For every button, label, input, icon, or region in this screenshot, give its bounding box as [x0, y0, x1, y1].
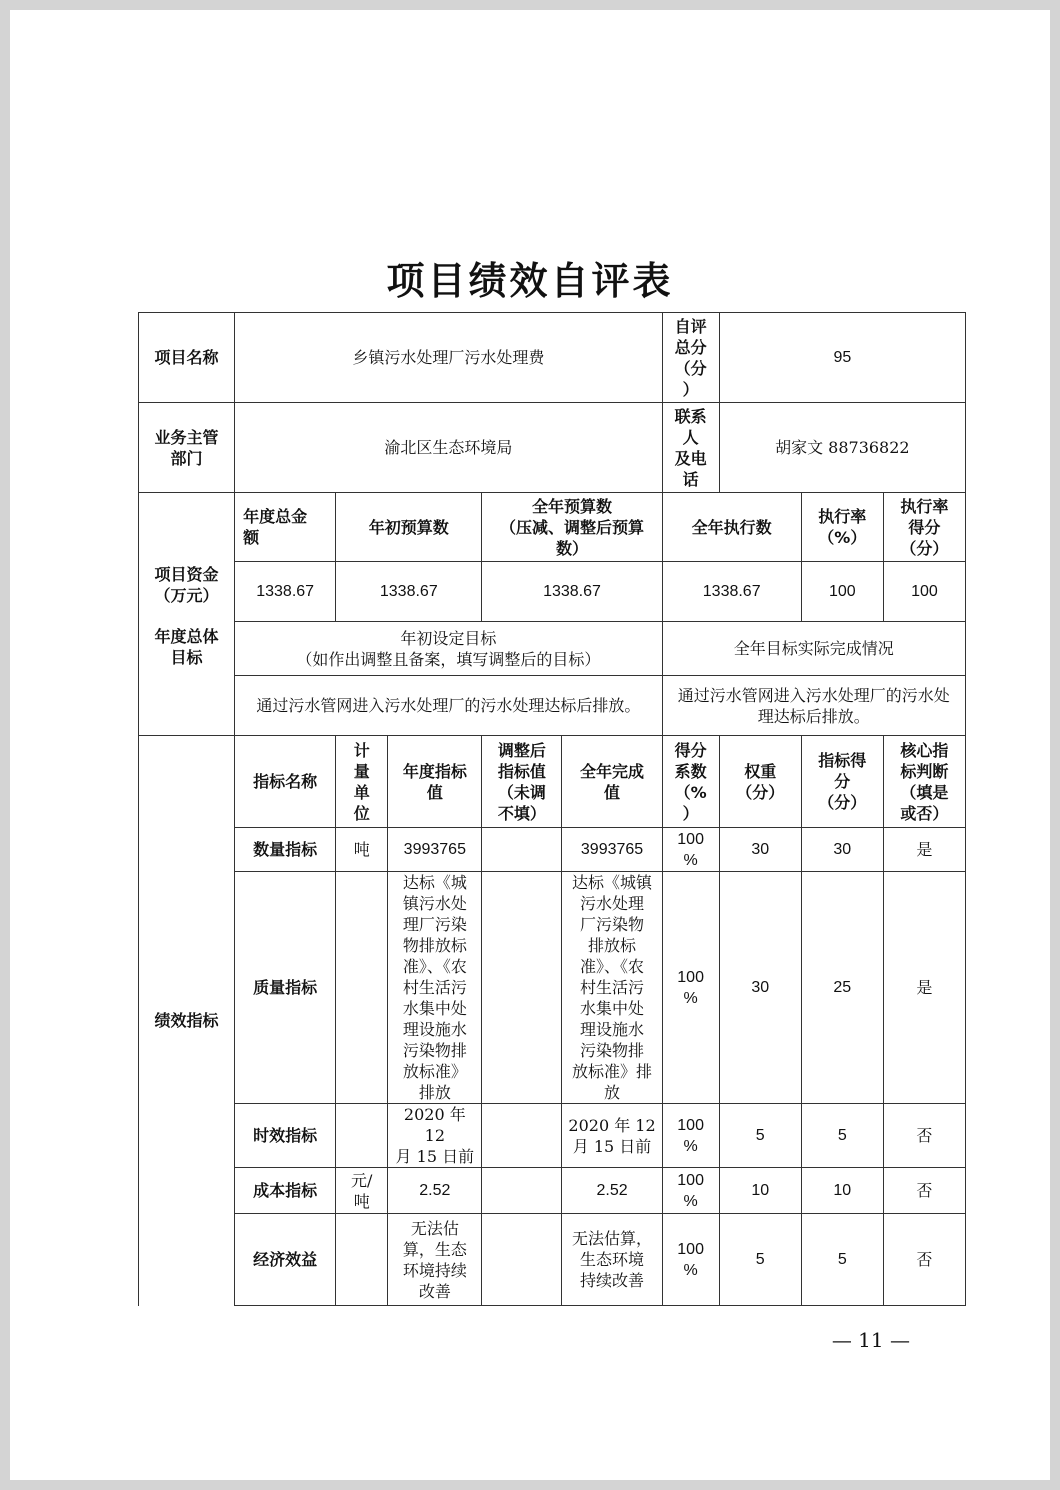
department-row [139, 403, 966, 493]
department-value: 渝北区生态环境局 [235, 403, 663, 493]
indicator-actual: 无法估算， 生态环境 持续改善 [562, 1214, 662, 1306]
table-row [139, 1104, 966, 1168]
funds-header-total: 年度总金 额 [235, 493, 336, 562]
goals-actual-text: 通过污水管网进入污水处理厂的污水处理达标后排放。 [662, 676, 965, 736]
indicator-weight: 10 [719, 1168, 801, 1214]
funds-full-year-budget-value: 1338.67 [482, 562, 662, 622]
indicator-weight: 5 [719, 1104, 801, 1168]
indicator-coef: 100 % [662, 1214, 719, 1306]
indicator-name: 时效指标 [235, 1104, 336, 1168]
funds-header-exec-rate-score: 执行率 得分 （分） [883, 493, 965, 562]
goals-header-row [139, 622, 966, 676]
funds-values-row [139, 562, 966, 622]
indicator-unit: 吨 [336, 828, 388, 872]
indicator-name: 成本指标 [235, 1168, 336, 1214]
funds-header-row [139, 493, 966, 562]
perf-header-adjusted: 调整后 指标值 （未调 不填） [482, 736, 562, 828]
table-row [139, 1168, 966, 1214]
funds-initial-budget-value: 1338.67 [336, 562, 482, 622]
indicator-actual: 2020 年 12 月 15 日前 [562, 1104, 662, 1168]
performance-self-evaluation-table [138, 312, 966, 1306]
indicator-unit [336, 1214, 388, 1306]
table-row [139, 1214, 966, 1306]
funds-executed-value: 1338.67 [662, 562, 801, 622]
self-score-value: 95 [719, 313, 965, 403]
indicator-adjusted [482, 1168, 562, 1214]
indicator-actual: 2.52 [562, 1168, 662, 1214]
indicator-score: 30 [801, 828, 883, 872]
goals-label: 年度总体 目标 [139, 622, 235, 736]
indicator-core: 否 [883, 1168, 965, 1214]
funds-exec-rate-score-value: 100 [883, 562, 965, 622]
self-score-label: 自评 总分 （分 ） [662, 313, 719, 403]
funds-header-executed: 全年执行数 [662, 493, 801, 562]
funds-header-full-year-budget: 全年预算数 （压减、调整后预算 数） [482, 493, 662, 562]
indicator-actual: 达标《城镇 污水处理 厂污染物 排放标 准》、《农 村生活污 水集中处 理设施水 污染物排 放标准》排 放 [562, 872, 662, 1104]
funds-total-value: 1338.67 [235, 562, 336, 622]
goals-initial-text: 通过污水管网进入污水处理厂的污水处理达标后排放。 [235, 676, 663, 736]
perf-header-actual: 全年完成 值 [562, 736, 662, 828]
perf-header-unit: 计 量 单 位 [336, 736, 388, 828]
indicator-unit [336, 872, 388, 1104]
page-number: — 11 — [831, 1328, 910, 1352]
indicator-unit: 元/ 吨 [336, 1168, 388, 1214]
indicator-weight: 5 [719, 1214, 801, 1306]
indicator-adjusted [482, 828, 562, 872]
project-name-row [139, 313, 966, 403]
document-page [10, 10, 1050, 1480]
indicator-coef: 100 % [662, 1168, 719, 1214]
funds-exec-rate-value: 100 [801, 562, 883, 622]
indicator-name: 经济效益 [235, 1214, 336, 1306]
indicator-score: 25 [801, 872, 883, 1104]
indicator-score: 5 [801, 1214, 883, 1306]
perf-header-weight: 权重 （分） [719, 736, 801, 828]
project-name-label: 项目名称 [139, 313, 235, 403]
indicator-adjusted [482, 872, 562, 1104]
contact-value: 胡家文 88736822 [719, 403, 965, 493]
indicator-weight: 30 [719, 828, 801, 872]
indicator-score: 5 [801, 1104, 883, 1168]
perf-header-core: 核心指 标判断 （填是 或否） [883, 736, 965, 828]
indicator-core: 是 [883, 872, 965, 1104]
form-title: 项目绩效自评表 [386, 259, 674, 303]
goals-initial-header: 年初设定目标 （如作出调整且备案，填写调整后的目标） [235, 622, 663, 676]
contact-label: 联系 人 及电 话 [662, 403, 719, 493]
funds-label: 项目资金 （万元） [139, 493, 235, 622]
indicator-target: 3993765 [388, 828, 482, 872]
indicator-target: 无法估 算，生态 环境持续 改善 [388, 1214, 482, 1306]
indicator-name: 数量指标 [235, 828, 336, 872]
indicator-name: 质量指标 [235, 872, 336, 1104]
table-row [139, 828, 966, 872]
indicator-adjusted [482, 1214, 562, 1306]
indicator-core: 否 [883, 1104, 965, 1168]
indicator-core: 是 [883, 828, 965, 872]
indicator-core: 否 [883, 1214, 965, 1306]
funds-header-exec-rate: 执行率 （%） [801, 493, 883, 562]
indicator-target: 2020 年 12 月 15 日前 [388, 1104, 482, 1168]
perf-header-name: 指标名称 [235, 736, 336, 828]
perf-header-row [139, 736, 966, 828]
perf-header-target: 年度指标 值 [388, 736, 482, 828]
perf-label: 绩效指标 [139, 736, 235, 1306]
indicator-weight: 30 [719, 872, 801, 1104]
indicator-target: 2.52 [388, 1168, 482, 1214]
funds-header-initial-budget: 年初预算数 [336, 493, 482, 562]
indicator-adjusted [482, 1104, 562, 1168]
indicator-actual: 3993765 [562, 828, 662, 872]
indicator-coef: 100 % [662, 828, 719, 872]
table-row [139, 872, 966, 1104]
indicator-unit [336, 1104, 388, 1168]
department-label: 业务主管 部门 [139, 403, 235, 493]
goals-actual-header: 全年目标实际完成情况 [662, 622, 965, 676]
indicator-coef: 100 % [662, 872, 719, 1104]
indicator-coef: 100 % [662, 1104, 719, 1168]
indicator-score: 10 [801, 1168, 883, 1214]
indicator-target: 达标《城 镇污水处 理厂污染 物排放标 准》、《农 村生活污 水集中处 理设施水 污染物排 放标准》 排放 [388, 872, 482, 1104]
goals-text-row [139, 676, 966, 736]
perf-header-score: 指标得 分 （分） [801, 736, 883, 828]
project-name-value: 乡镇污水处理厂污水处理费 [235, 313, 663, 403]
perf-header-coef: 得分 系数 （% ） [662, 736, 719, 828]
